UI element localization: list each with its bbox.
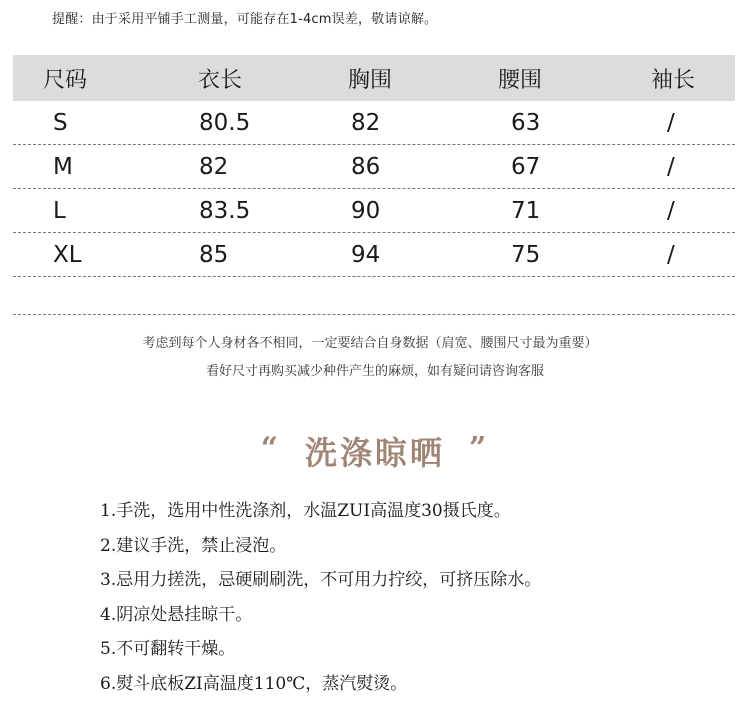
cell-sleeve: / (667, 241, 675, 268)
cell-waist: 75 (511, 241, 541, 268)
table-row (13, 233, 735, 277)
size-table (13, 55, 735, 315)
table-row (13, 145, 735, 189)
open-quote-mark: “ (260, 431, 281, 466)
cell-sleeve: / (667, 197, 675, 224)
header-length: 衣长 (198, 67, 243, 93)
header-bust: 胸围 (348, 67, 393, 93)
list-item: 4.阴凉处悬挂晾干。 (100, 604, 253, 625)
table-row (13, 189, 735, 233)
header-waist: 腰围 (498, 67, 543, 93)
care-title-text: 洗涤晾晒 (304, 434, 445, 472)
header-size: 尺码 (43, 67, 88, 93)
cell-size: S (53, 109, 68, 136)
sizing-tip-line-1: 考虑到每个人身材各不相同，一定要结合自身数据（肩宽、腰围尺寸最为重要） (142, 336, 598, 351)
cell-bust: 94 (351, 241, 381, 268)
cell-waist: 71 (511, 197, 541, 224)
list-item: 1.手洗，选用中性洗涤剂，水温ZUI高温度30摄氏度。 (100, 501, 511, 521)
list-item: 2.建议手洗，禁止浸泡。 (100, 535, 287, 556)
cell-length: 85 (199, 241, 229, 268)
cell-bust: 82 (351, 109, 381, 136)
cell-waist: 67 (511, 153, 541, 180)
cell-sleeve: / (667, 153, 675, 180)
measurement-notice: 提醒：由于采用平铺手工测量，可能存在1-4cm误差，敬请谅解。 (52, 12, 438, 27)
care-instructions-list (100, 494, 541, 701)
table-row (13, 101, 735, 145)
cell-bust: 90 (351, 197, 381, 224)
header-sleeve: 袖长 (651, 67, 696, 93)
table-row-empty (13, 277, 735, 315)
list-item: 5.不可翻转干燥。 (100, 639, 236, 659)
cell-length: 82 (199, 153, 229, 180)
size-table-header (13, 55, 735, 101)
close-quote-mark: ” (469, 431, 490, 466)
cell-length: 80.5 (199, 109, 251, 136)
care-section-title (0, 428, 750, 474)
cell-waist: 63 (511, 109, 541, 136)
list-item: 3.忌用力搓洗，忌硬刷刷洗，不可用力拧绞，可挤压除水。 (100, 570, 542, 590)
cell-size: L (53, 197, 66, 224)
cell-size: XL (53, 241, 82, 268)
cell-sleeve: / (667, 109, 675, 136)
cell-length: 83.5 (199, 197, 251, 224)
list-item: 6.熨斗底板ZI高温度110℃，蒸汽熨烫。 (100, 673, 408, 694)
cell-size: M (53, 153, 73, 180)
cell-bust: 86 (351, 153, 381, 180)
sizing-tip-line-2: 看好尺寸再购买减少种件产生的麻烦，如有疑问请咨询客服 (205, 364, 544, 379)
